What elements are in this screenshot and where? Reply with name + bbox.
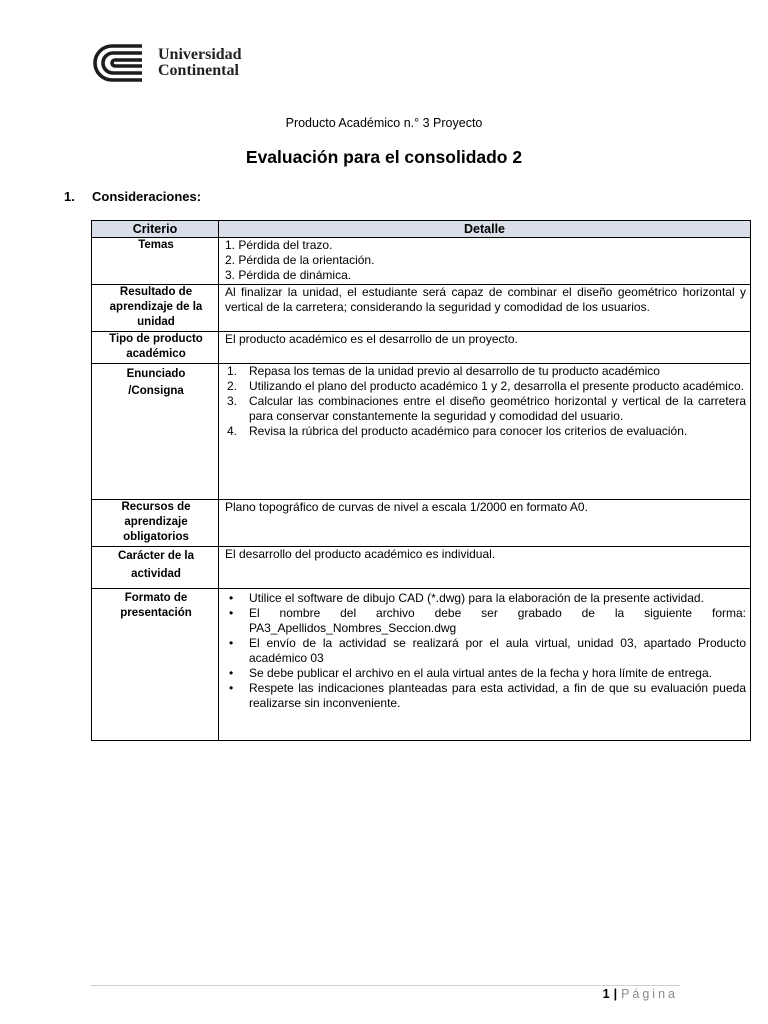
criterio-recursos: Recursos de aprendizaje obligatorios <box>92 500 219 547</box>
table-row-tipo <box>92 332 751 364</box>
table-row-recursos <box>92 500 751 547</box>
considerations-table <box>91 220 751 741</box>
criterio-formato: Formato de presentación <box>92 589 219 741</box>
page-footer <box>603 987 678 1001</box>
continental-logo-icon <box>90 42 150 84</box>
criterio-temas: Temas <box>92 238 219 285</box>
list-item: • Respete las indicaciones planteadas para esta actividad, a fin de que su evaluación pueda realizarse sin inconveniente. <box>229 681 746 710</box>
list-item: • El envío de la actividad se realizará por el aula virtual, unidad 03, apartado Producto académico 03 <box>229 636 746 665</box>
criterio-resultado: Resultado de aprendizaje de la unidad <box>92 285 219 332</box>
table-row-caracter <box>92 547 751 589</box>
footer-separator: | <box>613 987 618 1001</box>
list-item: • El nombre del archivo debe ser grabado de la siguiente forma: PA3_Apellidos_Nombres_Seccion.dwg <box>229 606 746 635</box>
detalle-caracter: El desarrollo del producto académico es individual. <box>219 547 751 589</box>
detalle-resultado: Al finalizar la unidad, el estudiante será capaz de combinar el diseño geométrico horizontal y vertical de la carretera; considerando la seguridad y comodidad de los usuarios. <box>219 285 751 332</box>
criterio-caracter: Carácter de la actividad <box>92 547 219 589</box>
list-item: 3. Calcular las combinaciones entre el diseño geométrico horizontal y vertical de la carretera para conservar constantemente la seguridad y comodidad del usuario. <box>227 394 746 423</box>
list-item: 2. Utilizando el plano del producto académico 1 y 2, desarrolla el presente producto académico. <box>227 379 744 393</box>
list-item: 1. Repasa los temas de la unidad previo al desarrollo de tu producto académico <box>227 364 660 378</box>
column-header-criterio: Criterio <box>92 221 219 238</box>
list-item: 4. Revisa la rúbrica del producto académico para conocer los criterios de evaluación. <box>227 424 688 438</box>
column-header-detalle: Detalle <box>219 221 751 238</box>
detalle-temas <box>219 238 751 285</box>
detalle-recursos: Plano topográfico de curvas de nivel a escala 1/2000 en formato A0. <box>219 500 751 547</box>
table-header-row <box>92 221 751 238</box>
page-label: Página <box>621 987 678 1001</box>
logo-line-1: Universidad <box>158 46 242 63</box>
university-logo <box>90 42 242 84</box>
table-row-temas <box>92 238 751 285</box>
list-item: • Se debe publicar el archivo en el aula virtual antes de la fecha y hora límite de entrega. <box>229 666 712 680</box>
table-row-resultado <box>92 285 751 332</box>
page-number: 1 <box>602 987 610 1001</box>
logo-line-2: Continental <box>158 62 239 79</box>
table-row-enunciado <box>92 364 751 500</box>
criterio-tipo: Tipo de producto académico <box>92 332 219 364</box>
document-subtitle: Producto Académico n.° 3 Proyecto <box>285 116 483 130</box>
section-heading <box>64 189 201 204</box>
tema-item: 3. Pérdida de dinámica. <box>225 268 352 282</box>
detalle-enunciado <box>219 364 751 500</box>
tema-item: 2. Pérdida de la orientación. <box>225 253 375 267</box>
tema-item: 1. Pérdida del trazo. <box>225 238 333 252</box>
detalle-tipo: El producto académico es el desarrollo de un proyecto. <box>219 332 751 364</box>
table-row-formato <box>92 589 751 741</box>
detalle-formato <box>219 589 751 741</box>
section-number: 1. <box>64 189 75 204</box>
logo-wordmark <box>158 47 242 79</box>
section-title: Consideraciones: <box>92 189 202 204</box>
criterio-enunciado: Enunciado /Consigna <box>92 364 219 500</box>
footer-divider <box>91 985 680 986</box>
list-item: • Utilice el software de dibujo CAD (*.dwg) para la elaboración de la presente actividad. <box>229 591 704 605</box>
document-title: Evaluación para el consolidado 2 <box>245 147 523 167</box>
